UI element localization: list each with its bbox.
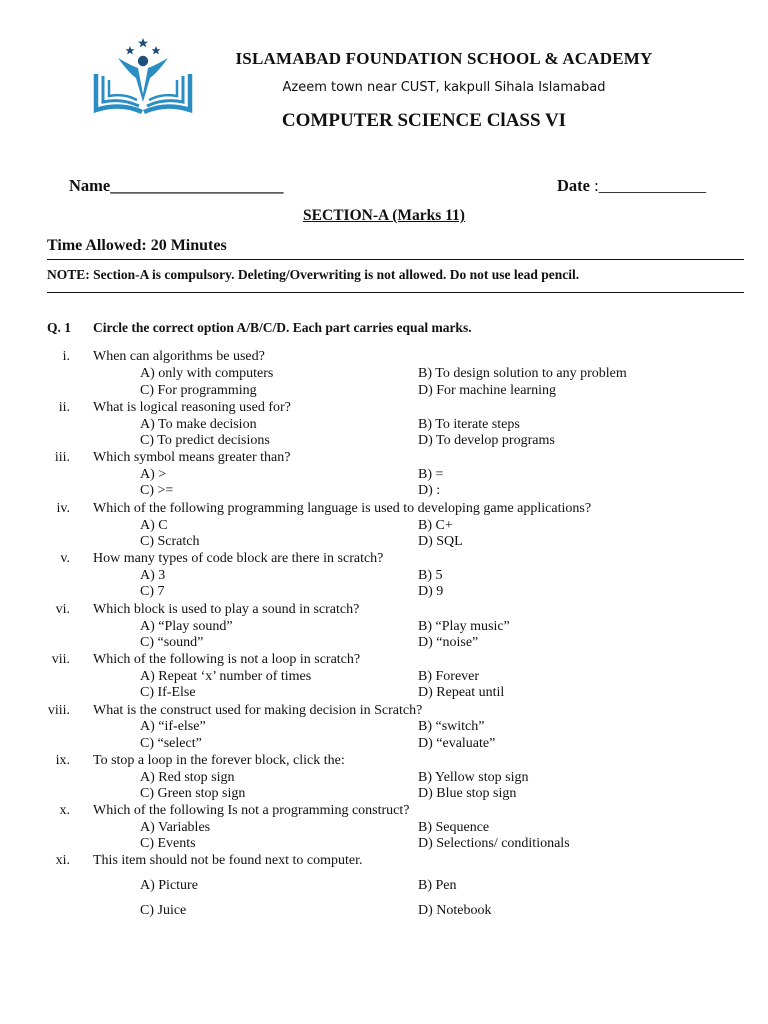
option-c[interactable]: C) “select” [140, 736, 202, 751]
item-question: Which of the following Is not a programming construct? [93, 803, 410, 818]
school-name: ISLAMABAD FOUNDATION SCHOOL & ACADEMY [235, 49, 653, 68]
option-b[interactable]: B) Sequence [418, 820, 490, 835]
option-d[interactable]: D) Selections/ conditionals [418, 836, 570, 851]
option-b[interactable]: B) Yellow stop sign [418, 770, 529, 785]
item-question: How many types of code block are there in scratch? [93, 551, 384, 566]
option-d[interactable]: D) Blue stop sign [418, 786, 517, 801]
item-number: vii. [51, 652, 70, 667]
option-b[interactable]: B) To iterate steps [418, 417, 520, 432]
option-a[interactable]: A) > [140, 467, 167, 482]
note-text: NOTE: Section-A is compulsory. Deleting/Overwriting is not allowed. Do not use lead pencil. [47, 267, 580, 282]
option-c[interactable]: C) Scratch [140, 534, 200, 549]
option-a[interactable]: A) 3 [140, 568, 166, 583]
option-c[interactable]: C) 7 [140, 584, 165, 599]
option-d[interactable]: D) “evaluate” [418, 736, 496, 751]
option-d[interactable]: D) Notebook [418, 903, 492, 918]
option-a[interactable]: A) Repeat ‘x’ number of times [140, 669, 312, 684]
option-a[interactable]: A) Red stop sign [140, 770, 235, 785]
item-number: ix. [55, 753, 70, 768]
option-c[interactable]: C) For programming [140, 383, 257, 398]
item-number: v. [60, 551, 70, 566]
option-c[interactable]: C) If-Else [140, 685, 196, 700]
item-question: What is logical reasoning used for? [93, 400, 291, 415]
option-a[interactable]: A) Picture [140, 878, 198, 893]
option-c[interactable]: C) Juice [140, 903, 187, 918]
item-question: To stop a loop in the forever block, click the: [93, 753, 345, 768]
date-field[interactable] [557, 176, 706, 196]
option-b[interactable]: B) = [418, 467, 444, 482]
option-d[interactable]: D) “noise” [418, 635, 479, 650]
option-d[interactable]: D) To develop programs [418, 433, 555, 448]
item-question: Which of the following programming language is used to developing game applications? [93, 501, 592, 516]
divider-top [47, 259, 744, 260]
question-number: Q. 1 [47, 320, 72, 335]
option-c[interactable]: C) Green stop sign [140, 786, 246, 801]
option-b[interactable]: B) “Play music” [418, 619, 510, 634]
option-c[interactable]: C) Events [140, 836, 196, 851]
option-d[interactable]: D) For machine learning [418, 383, 557, 398]
option-a[interactable]: A) C [140, 518, 168, 533]
option-d[interactable]: D) SQL [418, 534, 463, 549]
question-instruction: Circle the correct option A/B/C/D. Each part carries equal marks. [93, 320, 472, 335]
option-d[interactable]: D) : [418, 483, 441, 498]
school-logo [92, 36, 194, 116]
option-b[interactable]: B) 5 [418, 568, 443, 583]
option-b[interactable]: B) C+ [418, 518, 453, 533]
item-question: Which symbol means greater than? [93, 450, 291, 465]
item-number: iii. [54, 450, 70, 465]
option-b[interactable]: B) “switch” [418, 719, 485, 734]
item-number: iv. [56, 501, 70, 516]
section-title: SECTION-A (Marks 11) [303, 207, 465, 224]
option-a[interactable]: A) To make decision [140, 417, 257, 432]
time-allowed: Time Allowed: 20 Minutes [47, 237, 227, 254]
item-question: Which of the following is not a loop in scratch? [93, 652, 361, 667]
option-d[interactable]: D) Repeat until [418, 685, 505, 700]
date-line: :_____________ [589, 176, 706, 195]
option-a[interactable]: A) only with computers [140, 366, 274, 381]
item-number: x. [59, 803, 70, 818]
item-number: ii. [58, 400, 70, 415]
divider-bottom [47, 292, 744, 293]
date-label: Date [557, 176, 590, 195]
option-c[interactable]: C) To predict decisions [140, 433, 270, 448]
class-title: COMPUTER SCIENCE ClASS VI [281, 110, 567, 131]
option-c[interactable]: C) >= [140, 483, 174, 498]
option-d[interactable]: D) 9 [418, 584, 444, 599]
item-number: vi. [55, 602, 70, 617]
option-b[interactable]: B) Forever [418, 669, 480, 684]
item-number: i. [62, 349, 70, 364]
item-question: What is the construct used for making decision in Scratch? [93, 703, 423, 718]
item-number: xi. [55, 853, 70, 868]
option-b[interactable]: B) Pen [418, 878, 457, 893]
option-a[interactable]: A) Variables [140, 820, 211, 835]
item-number: viii. [47, 703, 70, 718]
item-question: Which block is used to play a sound in scratch? [93, 602, 360, 617]
item-question: This item should not be found next to computer. [93, 853, 363, 868]
option-c[interactable]: C) “sound” [140, 635, 204, 650]
item-question: When can algorithms be used? [93, 349, 265, 364]
option-a[interactable]: A) “Play sound” [140, 619, 233, 634]
name-field[interactable]: Name_____________________ [69, 176, 284, 195]
school-address: Azeem town near CUST, kakpull Sihala Islamabad [282, 80, 606, 95]
option-a[interactable]: A) “if-else” [140, 719, 206, 734]
option-b[interactable]: B) To design solution to any problem [418, 366, 627, 381]
